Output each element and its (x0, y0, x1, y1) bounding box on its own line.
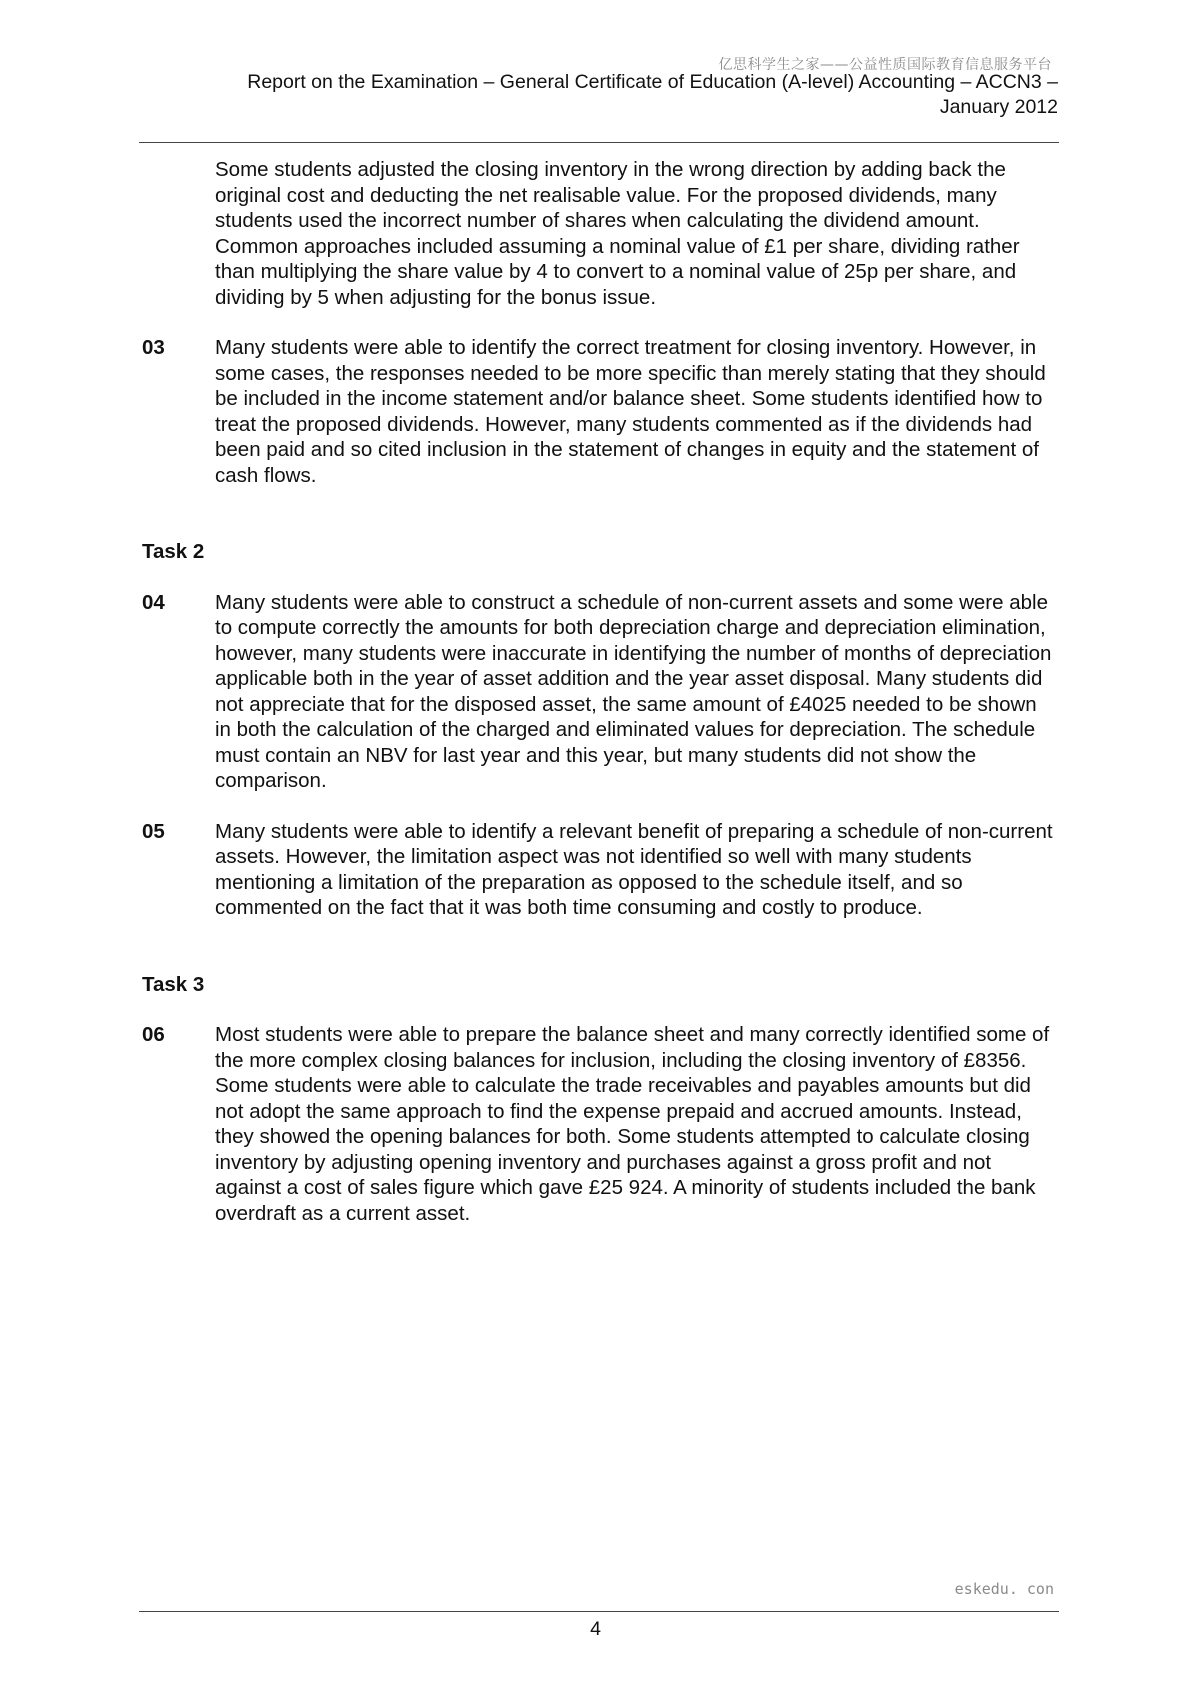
header-title-line1: Report on the Examination – General Certificate of Education (A-level) Accounting – ACCN3 – (247, 71, 1058, 93)
report-body (142, 157, 1057, 1251)
page-header (140, 70, 1058, 120)
watermark-top: 亿思科学生之家——公益性质国际教育信息服务平台 (718, 57, 1052, 73)
intro-paragraph-text: Some students adjusted the closing inventory in the wrong direction by adding back the original cost and deducting the net realisable value. For the proposed dividends, many students used the incorrect number of shares when calculating the dividend amount. Common approaches included assuming a nominal value of £1 per share, dividing rather than multiplying the share value by 4 to convert to a nominal value of 25p per share, and dividing by 5 when adjusting for the bonus issue. (215, 158, 1020, 309)
question-04 (142, 590, 1057, 794)
question-number: 05 (142, 819, 165, 843)
page-number: 4 (590, 1618, 601, 1640)
watermark-bottom: eskedu. con (954, 1580, 1054, 1598)
question-number: 06 (142, 1023, 165, 1046)
question-number: 03 (142, 336, 165, 359)
header-title-line2: January 2012 (939, 96, 1058, 118)
question-number: 04 (142, 590, 165, 614)
question-text: Many students were able to identify the correct treatment for closing inventory. However, in some cases, the responses needed to be more specific than merely stating that they should be included in the income statement and/or balance sheet. Some students identified how to treat the proposed dividends. However, many students commented as if the dividends had been paid and so cited inclusion in the statement of changes in equity and the statement of cash flows. (215, 336, 1046, 487)
task-2-heading: Task 2 (142, 540, 205, 563)
task-3-heading: Task 3 (142, 972, 205, 996)
question-06 (142, 1022, 1057, 1226)
question-text: Most students were able to prepare the balance sheet and many correctly identified some of the more complex closing balances for inclusion, including the closing inventory of £8356. Some students were able to calculate the trade receivables and payables amounts but did not adopt the same approach to find the expense prepaid and accrued amounts. Instead, they showed the opening balances for both. Some students attempted to calculate closing inventory by adjusting opening inventory and purchases against a gross profit and not against a cost of sales figure which gave £25 924. A minority of students included the bank overdraft as a current asset. (215, 1023, 1050, 1225)
header-divider (139, 142, 1059, 143)
question-text: Many students were able to construct a schedule of non-current assets and some were able to compute correctly the amounts for both depreciation charge and depreciation elimination, however, many students were inaccurate in identifying the number of months of depreciation applicable both in the year of asset addition and the year asset disposal. Many students did not appreciate that for the disposed asset, the same amount of £4025 needed to be shown in both the calculation of the charged and eliminated values for depreciation. The schedule must contain an NBV for last year and this year, but many students did not show the comparison. (215, 590, 1052, 792)
footer-divider (139, 1611, 1059, 1612)
question-05 (142, 819, 1057, 921)
intro-paragraph (142, 157, 1057, 310)
question-03 (142, 335, 1057, 488)
question-text: Many students were able to identify a relevant benefit of preparing a schedule of non-current assets. However, the limitation aspect was not identified so well with many students mentioning a limitation of the preparation as opposed to the schedule itself, and so commented on the fact that it was both time consuming and costly to produce. (215, 819, 1053, 919)
